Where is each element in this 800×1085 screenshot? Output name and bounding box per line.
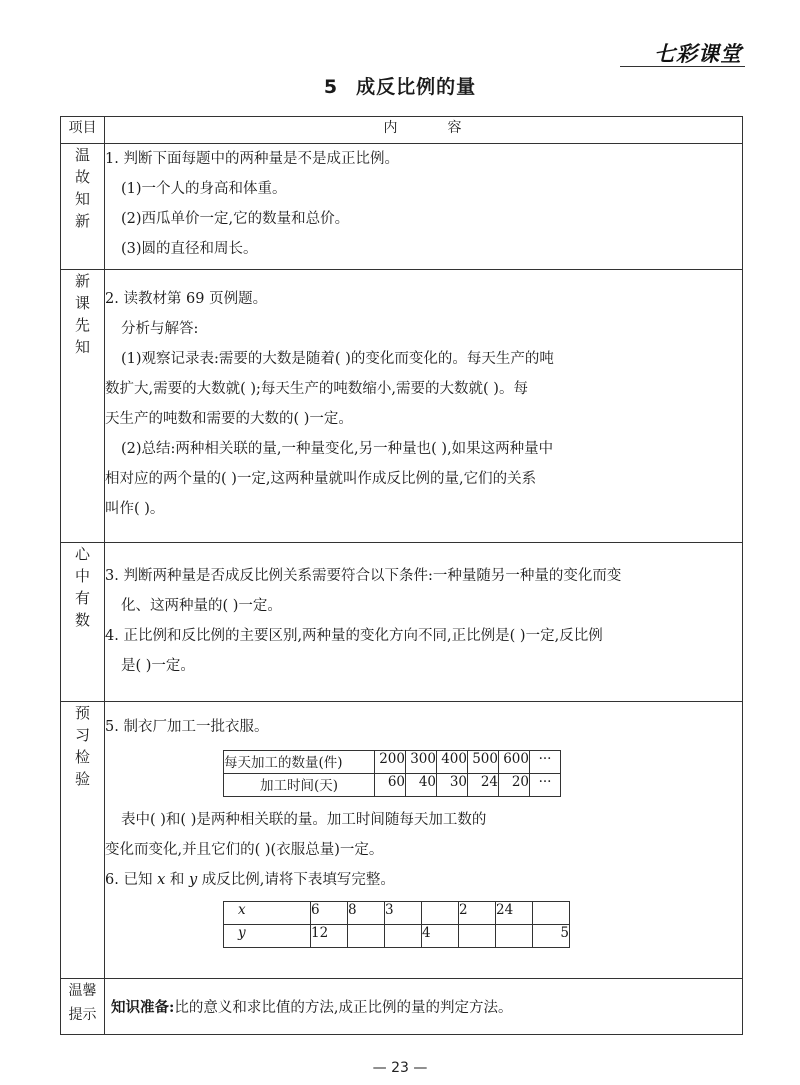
page-title	[0, 72, 800, 99]
table-cell: 3	[385, 902, 422, 925]
header-content-a: 内	[383, 120, 400, 136]
question-4-line-1: 4. 正比例和反比例的主要区别,两种量的变化方向不同,正比例是( )一定,反比例	[105, 628, 603, 644]
question-1: 1. 判断下面每题中的两种量是不是成正比例。	[105, 151, 399, 167]
question-3-line-1: 3. 判断两种量是否成反比例关系需要符合以下条件:一种量随另一种量的变化而变	[105, 568, 622, 584]
label-char: 习	[74, 726, 90, 744]
table-cell	[459, 925, 496, 948]
table-cell: 24	[496, 902, 533, 925]
question-6	[105, 865, 742, 895]
row-label-quantity: 每天加工的数量(件)	[224, 751, 375, 774]
q6-text: 和	[165, 872, 189, 888]
brand-underline	[620, 66, 745, 67]
table-cell	[533, 902, 570, 925]
table-cell: 40	[406, 774, 437, 797]
analysis-line-2: 数扩大,需要的大数就( );每天生产的吨数缩小,需要的大数就( )。每	[105, 381, 528, 397]
section-mind-content	[105, 543, 743, 702]
q6-text: 6. 已知	[105, 872, 158, 888]
summary-line-2: 相对应的两个量的( )一定,这两种量就叫作成反比例的量,它们的关系	[105, 471, 537, 487]
table-cell: 200	[375, 751, 406, 774]
table-cell: 2	[459, 902, 496, 925]
table-cell	[348, 925, 385, 948]
label-line: 温馨	[68, 983, 97, 999]
table-cell: 4	[422, 925, 459, 948]
section-mind-label	[61, 543, 105, 702]
row-label-time: 加工时间(天)	[224, 774, 375, 797]
title-text: 成反比例的量	[356, 76, 477, 98]
label-char: 预	[74, 704, 90, 722]
summary-line-3: 叫作( )。	[105, 501, 165, 517]
table-cell	[422, 902, 459, 925]
label-char: 课	[74, 294, 90, 312]
section-review	[61, 144, 743, 270]
header-item: 项目	[61, 117, 105, 144]
label-char: 知	[74, 338, 90, 356]
table-cell: 30	[437, 774, 468, 797]
table-cell: 500	[468, 751, 499, 774]
section-tip-content	[105, 979, 743, 1035]
table-cell: 60	[375, 774, 406, 797]
inverse-proportion-table	[223, 901, 570, 948]
production-table	[223, 750, 561, 797]
label-char: 心	[74, 545, 90, 563]
section-newlesson	[61, 270, 743, 543]
section-newlesson-label	[61, 270, 105, 543]
section-newlesson-content	[105, 270, 743, 543]
section-preview	[61, 702, 743, 979]
label-char: 验	[74, 770, 90, 788]
section-tip	[61, 979, 743, 1035]
question-5: 5. 制衣厂加工一批衣服。	[105, 719, 269, 735]
section-review-content	[105, 144, 743, 270]
analysis-heading: 分析与解答:	[121, 321, 199, 337]
question-5-line-1: 表中( )和( )是两种相关联的量。加工时间随每天加工数的	[121, 812, 487, 828]
summary-line-1: (2)总结:两种相关联的量,一种量变化,另一种量也( ),如果这两种量中	[121, 441, 554, 457]
page-number: — 23 —	[372, 1060, 428, 1076]
label-char: 检	[74, 748, 90, 766]
question-1-item-2: (2)西瓜单价一定,它的数量和总价。	[121, 211, 350, 227]
table-row	[224, 774, 561, 797]
table-cell: 300	[406, 751, 437, 774]
table-cell: 600	[499, 751, 530, 774]
table-header-row	[61, 117, 743, 144]
label-char: 中	[74, 567, 90, 585]
table-row	[224, 902, 570, 925]
table-cell	[496, 925, 533, 948]
question-5-line-2: 变化而变化,并且它们的( )(衣服总量)一定。	[105, 842, 384, 858]
header-content-b: 容	[447, 120, 464, 136]
title-number: 5	[323, 76, 339, 98]
label-line: 提示	[68, 1007, 97, 1023]
label-char: 故	[74, 168, 90, 186]
question-2: 2. 读教材第 69 页例题。	[105, 291, 268, 307]
q6-var-x: x	[157, 872, 166, 888]
label-char: 有	[74, 589, 90, 607]
brand-logo: 七彩课堂	[654, 41, 742, 66]
analysis-line-3: 天生产的吨数和需要的大数的( )一定。	[105, 411, 353, 427]
table-row	[224, 751, 561, 774]
q6-text: 成反比例,请将下表填写完整。	[197, 872, 395, 888]
table-cell: 12	[311, 925, 348, 948]
worksheet-table	[60, 116, 743, 1035]
table-cell: 5	[533, 925, 570, 948]
tip-text: 比的意义和求比值的方法,成正比例的量的判定方法。	[174, 1000, 513, 1016]
table-cell: 6	[311, 902, 348, 925]
table-cell: 20	[499, 774, 530, 797]
label-char: 新	[74, 212, 90, 230]
table-cell: 24	[468, 774, 499, 797]
section-review-label	[61, 144, 105, 270]
question-1-item-1: (1)一个人的身高和体重。	[121, 181, 287, 197]
section-preview-content	[105, 702, 743, 979]
question-1-item-3: (3)圆的直径和周长。	[121, 241, 258, 257]
section-preview-label	[61, 702, 105, 979]
table-cell	[385, 925, 422, 948]
label-char: 知	[74, 190, 90, 208]
table-cell: 400	[437, 751, 468, 774]
label-char: 新	[74, 272, 90, 290]
question-4-line-2: 是( )一定。	[121, 658, 195, 674]
table-cell: 8	[348, 902, 385, 925]
header-content	[105, 117, 743, 144]
section-mind	[61, 543, 743, 702]
question-3-line-2: 化、这两种量的( )一定。	[121, 598, 282, 614]
tip-bold-prefix: 知识准备:	[111, 999, 175, 1016]
q6-var-y: y	[188, 872, 198, 888]
analysis-line-1: (1)观察记录表:需要的大数是随着( )的变化而变化的。每天生产的吨	[121, 351, 554, 367]
label-char: 温	[74, 146, 90, 164]
label-char: 数	[74, 611, 90, 629]
label-char: 先	[74, 316, 90, 334]
table-cell: ···	[530, 751, 561, 774]
section-tip-label	[61, 979, 105, 1035]
row-label-x: x	[224, 902, 311, 925]
row-label-y: y	[224, 925, 311, 948]
table-cell: ···	[530, 774, 561, 797]
table-row	[224, 925, 570, 948]
